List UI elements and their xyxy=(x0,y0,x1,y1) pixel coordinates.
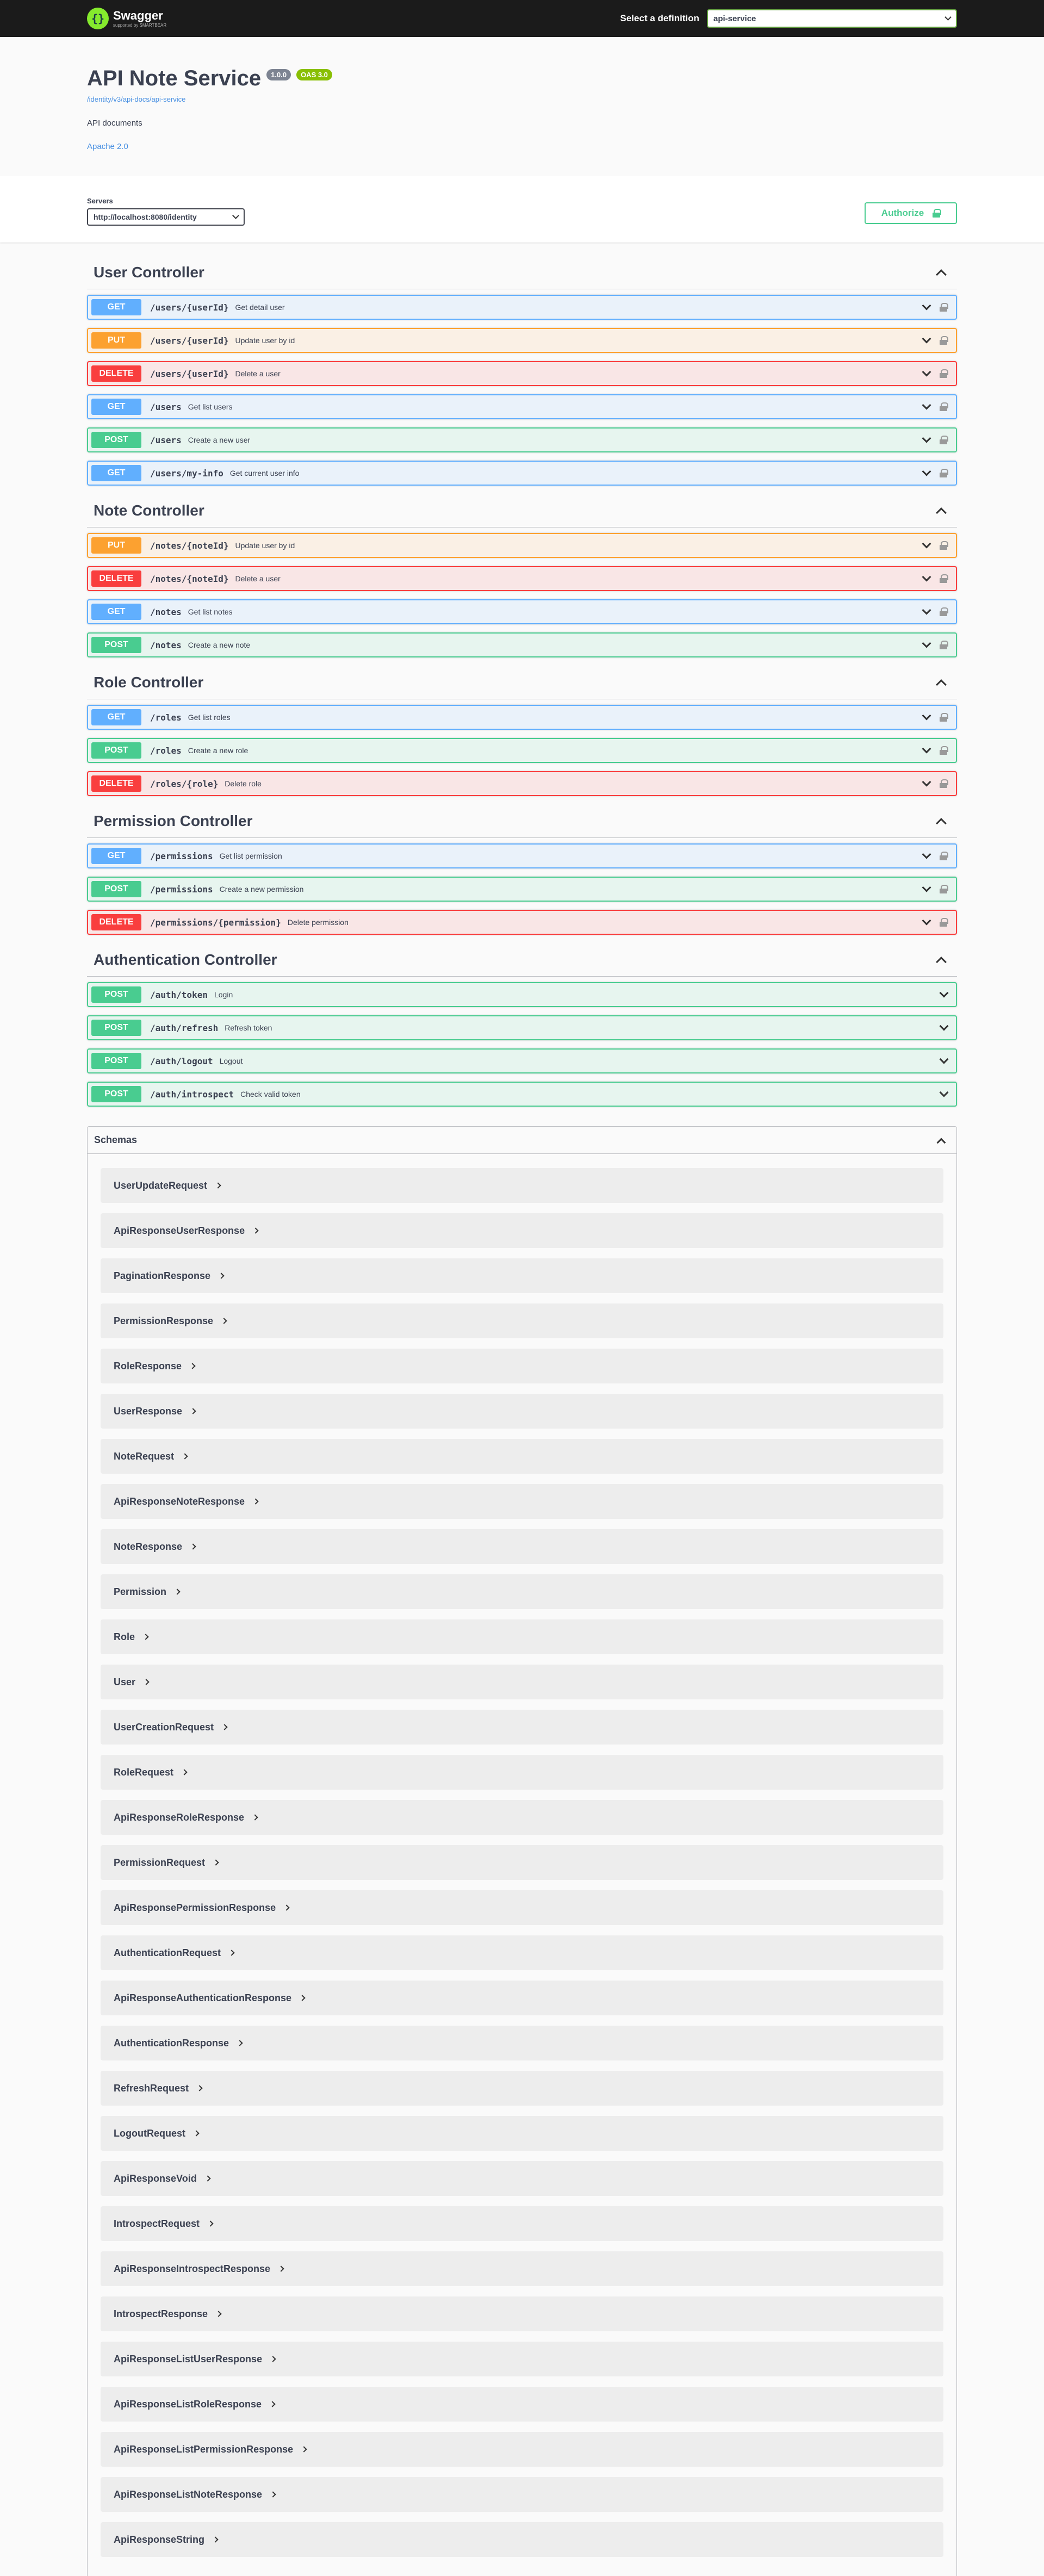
operation-path: /notes xyxy=(150,606,182,617)
topbar xyxy=(0,0,1044,37)
chevron-right-icon xyxy=(174,1588,180,1594)
tag-section xyxy=(87,494,957,657)
logo-sub: supported by SMARTBEAR xyxy=(113,22,167,28)
operation-summary: Get list roles xyxy=(188,713,231,722)
schema-name: ApiResponseListPermissionResponse xyxy=(114,2443,294,2455)
operation-row[interactable] xyxy=(87,394,957,419)
definition-select-group xyxy=(620,9,957,28)
schema-name: UserCreationRequest xyxy=(114,1721,214,1733)
chevron-down-icon[interactable] xyxy=(940,1021,949,1031)
lock-icon[interactable] xyxy=(940,885,947,893)
chevron-down-icon[interactable] xyxy=(922,916,931,925)
chevron-right-icon xyxy=(215,1182,221,1188)
chevron-down-icon xyxy=(944,14,952,21)
schema-name: ApiResponseIntrospectResponse xyxy=(114,2263,271,2274)
method-badge: DELETE xyxy=(91,570,141,587)
schema-item[interactable] xyxy=(101,1484,943,1519)
schema-item[interactable] xyxy=(101,2432,943,2467)
chevron-right-icon xyxy=(283,1904,289,1910)
schema-name: ApiResponseUserResponse xyxy=(114,1225,245,1236)
chevron-right-icon xyxy=(299,1995,305,2001)
schema-item[interactable] xyxy=(101,2116,943,2151)
api-docs-link[interactable]: /identity/v3/api-docs/api-service xyxy=(87,95,186,103)
chevron-down-icon[interactable] xyxy=(922,539,931,548)
schema-item[interactable] xyxy=(101,1845,943,1880)
method-badge: PUT xyxy=(91,332,141,349)
chevron-right-icon xyxy=(218,1273,224,1278)
lock-icon[interactable] xyxy=(940,607,947,616)
schemas-header[interactable] xyxy=(88,1127,956,1154)
lock-icon[interactable] xyxy=(940,469,947,477)
operation-row[interactable] xyxy=(87,877,957,902)
operation-row[interactable] xyxy=(87,461,957,486)
authorize-button[interactable] xyxy=(865,202,957,224)
lock-icon[interactable] xyxy=(940,641,947,649)
schema-name: ApiResponseNoteResponse xyxy=(114,1495,245,1507)
chevron-right-icon xyxy=(207,2220,213,2226)
operation-summary: Delete role xyxy=(225,779,262,788)
schema-item[interactable] xyxy=(101,1619,943,1654)
tag-title: Note Controller xyxy=(94,501,204,519)
operation-row[interactable] xyxy=(87,1048,957,1073)
operation-path: /users/my-info xyxy=(150,468,223,479)
method-badge: POST xyxy=(91,637,141,653)
schema-name: NoteRequest xyxy=(114,1450,175,1462)
schema-item[interactable] xyxy=(101,1394,943,1429)
tag-title: User Controller xyxy=(94,263,204,281)
lock-icon[interactable] xyxy=(940,918,947,927)
logo-name: Swagger xyxy=(113,8,163,22)
schema-item[interactable] xyxy=(101,2071,943,2106)
method-badge: POST xyxy=(91,1020,141,1036)
method-badge: PUT xyxy=(91,537,141,554)
chevron-down-icon[interactable] xyxy=(940,1054,949,1064)
method-badge: GET xyxy=(91,604,141,620)
chevron-right-icon xyxy=(270,2491,276,2497)
schema-item[interactable] xyxy=(101,1755,943,1790)
tag-header[interactable] xyxy=(87,804,957,838)
schema-item[interactable] xyxy=(101,2522,943,2557)
schema-name: PermissionRequest xyxy=(114,1857,206,1868)
operation-summary: Login xyxy=(214,990,233,999)
method-badge: GET xyxy=(91,299,141,315)
swagger-logo[interactable] xyxy=(87,8,166,29)
schema-name: ApiResponseString xyxy=(114,2534,205,2545)
operation-path: /auth/introspect xyxy=(150,1089,234,1100)
chevron-up-icon xyxy=(937,1138,946,1147)
schema-name: ApiResponsePermissionResponse xyxy=(114,1902,276,1913)
chevron-down-icon[interactable] xyxy=(922,467,931,476)
definition-select-value: api-service xyxy=(713,14,756,23)
schema-name: User xyxy=(114,1676,136,1687)
schema-name: ApiResponseAuthenticationResponse xyxy=(114,1992,292,2003)
chevron-down-icon[interactable] xyxy=(922,572,931,581)
api-description: API documents xyxy=(87,119,142,128)
operation-row[interactable] xyxy=(87,533,957,558)
lock-icon[interactable] xyxy=(940,541,947,550)
tag-section xyxy=(87,666,957,796)
chevron-down-icon[interactable] xyxy=(922,883,931,892)
method-badge: POST xyxy=(91,881,141,897)
chevron-right-icon xyxy=(189,1363,195,1369)
method-badge: GET xyxy=(91,465,141,481)
operation-path: /notes xyxy=(150,640,182,650)
tag-title: Permission Controller xyxy=(94,812,253,829)
lock-icon[interactable] xyxy=(940,336,947,345)
operation-summary: Create a new user xyxy=(188,436,251,444)
operation-summary: Update user by id xyxy=(235,541,295,550)
operation-row[interactable] xyxy=(87,361,957,386)
chevron-right-icon xyxy=(196,2085,202,2091)
operation-path: /users/{userId} xyxy=(150,368,229,379)
schema-item[interactable] xyxy=(101,1303,943,1338)
swagger-logo-icon: {} xyxy=(87,8,109,29)
chevron-up-icon xyxy=(936,269,947,280)
schema-item[interactable] xyxy=(101,1529,943,1564)
schema-item[interactable] xyxy=(101,1213,943,1248)
method-badge: POST xyxy=(91,986,141,1003)
schema-name: ApiResponseVoid xyxy=(114,2172,197,2184)
oas-badge: OAS 3.0 xyxy=(296,69,332,80)
operation-summary: Check valid token xyxy=(240,1090,301,1098)
chevron-down-icon[interactable] xyxy=(922,849,931,859)
schema-item[interactable] xyxy=(101,1710,943,1745)
license-link[interactable]: Apache 2.0 xyxy=(87,142,128,151)
tag-header[interactable] xyxy=(87,256,957,289)
schema-item[interactable] xyxy=(101,2026,943,2060)
operation-summary: Create a new role xyxy=(188,746,248,755)
chevron-right-icon xyxy=(221,1724,227,1730)
operation-path: /roles xyxy=(150,745,182,756)
chevron-down-icon xyxy=(232,212,239,219)
chevron-down-icon[interactable] xyxy=(922,367,931,376)
chevron-down-icon[interactable] xyxy=(922,711,931,720)
schema-name: PaginationResponse xyxy=(114,1270,211,1281)
schema-name: RoleRequest xyxy=(114,1766,174,1778)
lock-icon[interactable] xyxy=(940,779,947,788)
scheme-container xyxy=(0,176,1044,243)
method-badge: POST xyxy=(91,432,141,448)
method-badge: POST xyxy=(91,1086,141,1102)
operation-path: /roles/{role} xyxy=(150,778,219,789)
operation-summary: Get current user info xyxy=(229,469,300,477)
lock-icon[interactable] xyxy=(940,746,947,755)
schema-item[interactable] xyxy=(101,1935,943,1970)
operation-row[interactable] xyxy=(87,566,957,591)
operation-path: /users/{userId} xyxy=(150,302,229,313)
chevron-right-icon xyxy=(142,1634,148,1640)
operation-summary: Create a new permission xyxy=(219,885,304,893)
operation-summary: Get list permission xyxy=(219,852,282,860)
chevron-right-icon xyxy=(252,1498,258,1504)
schema-name: Role xyxy=(114,1631,135,1642)
operation-summary: Get detail user xyxy=(235,303,285,312)
operation-summary: Logout xyxy=(219,1057,243,1065)
chevron-right-icon xyxy=(237,2040,243,2046)
method-badge: GET xyxy=(91,709,141,725)
method-badge: DELETE xyxy=(91,365,141,382)
method-badge: POST xyxy=(91,1053,141,1069)
tag-section xyxy=(87,943,957,1107)
operation-summary: Refresh token xyxy=(225,1023,272,1032)
schema-item[interactable] xyxy=(101,2342,943,2376)
chevron-down-icon[interactable] xyxy=(922,334,931,343)
chevron-down-icon[interactable] xyxy=(922,638,931,648)
operation-summary: Delete permission xyxy=(287,918,349,927)
operation-row[interactable] xyxy=(87,738,957,763)
schema-name: RoleResponse xyxy=(114,1360,182,1371)
chevron-down-icon[interactable] xyxy=(922,744,931,753)
method-badge: GET xyxy=(91,399,141,415)
lock-icon[interactable] xyxy=(940,852,947,860)
schema-item[interactable] xyxy=(101,2161,943,2196)
chevron-down-icon[interactable] xyxy=(922,400,931,409)
schema-item[interactable] xyxy=(101,1800,943,1835)
schema-item[interactable] xyxy=(101,2251,943,2286)
chevron-up-icon xyxy=(936,507,947,518)
schema-name: ApiResponseListUserResponse xyxy=(114,2353,263,2364)
version-badge: 1.0.0 xyxy=(266,69,291,80)
chevron-right-icon xyxy=(252,1227,258,1233)
schema-name: LogoutRequest xyxy=(114,2127,185,2139)
schema-name: NoteResponse xyxy=(114,1541,183,1552)
schema-name: UserUpdateRequest xyxy=(114,1180,208,1191)
chevron-right-icon xyxy=(301,2446,307,2452)
schema-name: AuthenticationResponse xyxy=(114,2037,229,2049)
chevron-down-icon[interactable] xyxy=(940,1088,949,1097)
operation-row[interactable] xyxy=(87,771,957,796)
operation-path: /permissions/{permission} xyxy=(150,917,281,928)
tag-title: Authentication Controller xyxy=(94,951,277,968)
lock-icon[interactable] xyxy=(940,303,947,312)
lock-icon[interactable] xyxy=(940,369,947,378)
schema-item[interactable] xyxy=(101,1439,943,1474)
operation-path: /notes/{noteId} xyxy=(150,573,229,584)
operation-row[interactable] xyxy=(87,1015,957,1040)
page-title: API Note Service xyxy=(87,66,262,90)
schema-name: ApiResponseListRoleResponse xyxy=(114,2398,262,2410)
chevron-down-icon[interactable] xyxy=(922,777,931,786)
schema-name: ApiResponseRoleResponse xyxy=(114,1811,245,1823)
operation-summary: Delete a user xyxy=(235,574,281,583)
chevron-right-icon xyxy=(212,2536,218,2542)
schema-name: PermissionResponse xyxy=(114,1315,214,1326)
chevron-right-icon xyxy=(182,1453,188,1459)
chevron-right-icon xyxy=(143,1679,149,1685)
tag-section xyxy=(87,804,957,935)
lock-icon xyxy=(933,209,940,218)
tag-title: Role Controller xyxy=(94,673,204,691)
operations-wrapper xyxy=(0,243,1044,2576)
operation-path: /roles xyxy=(150,712,182,723)
schema-name: IntrospectRequest xyxy=(114,2218,200,2229)
chevron-right-icon xyxy=(190,1408,196,1414)
definition-select[interactable] xyxy=(707,9,957,28)
method-badge: DELETE xyxy=(91,775,141,792)
lock-icon[interactable] xyxy=(940,713,947,722)
chevron-right-icon xyxy=(252,1814,258,1820)
chevron-up-icon xyxy=(936,679,947,690)
schema-item[interactable] xyxy=(101,1258,943,1293)
tag-header[interactable] xyxy=(87,494,957,527)
operation-path: /auth/refresh xyxy=(150,1022,219,1033)
operation-row[interactable] xyxy=(87,1082,957,1107)
lock-icon[interactable] xyxy=(940,574,947,583)
authorize-label: Authorize xyxy=(881,208,924,218)
schema-item[interactable] xyxy=(101,1349,943,1383)
info-section xyxy=(0,37,1044,176)
operation-path: /users xyxy=(150,434,182,445)
server-select-value: http://localhost:8080/identity xyxy=(94,213,197,221)
operation-path: /auth/logout xyxy=(150,1056,213,1066)
schema-name: IntrospectResponse xyxy=(114,2308,208,2319)
chevron-right-icon xyxy=(269,2401,275,2407)
schema-item[interactable] xyxy=(101,1890,943,1925)
operation-summary: Update user by id xyxy=(235,336,295,345)
operation-row[interactable] xyxy=(87,705,957,730)
chevron-down-icon[interactable] xyxy=(922,301,931,310)
definition-label: Select a definition xyxy=(620,13,699,23)
operation-summary: Create a new note xyxy=(188,641,251,649)
chevron-up-icon xyxy=(936,818,947,829)
method-badge: POST xyxy=(91,742,141,759)
operation-row[interactable] xyxy=(87,328,957,353)
operation-path: /users xyxy=(150,401,182,412)
chevron-right-icon xyxy=(228,1950,234,1956)
chevron-right-icon xyxy=(278,2265,284,2271)
operation-row[interactable] xyxy=(87,599,957,624)
chevron-down-icon[interactable] xyxy=(940,988,949,997)
operation-row[interactable] xyxy=(87,910,957,935)
schema-name: UserResponse xyxy=(114,1405,183,1417)
operation-summary: Get list users xyxy=(188,402,233,411)
tag-section xyxy=(87,256,957,486)
lock-icon[interactable] xyxy=(940,436,947,444)
chevron-right-icon xyxy=(204,2175,210,2181)
servers-label: Servers xyxy=(87,197,113,205)
schema-item[interactable] xyxy=(101,2296,943,2331)
schemas-title: Schemas xyxy=(94,1134,138,1145)
schema-item[interactable] xyxy=(101,2387,943,2422)
operation-row[interactable] xyxy=(87,632,957,657)
operation-row[interactable] xyxy=(87,982,957,1007)
method-badge: GET xyxy=(91,848,141,864)
chevron-right-icon xyxy=(193,2130,199,2136)
operation-row[interactable] xyxy=(87,427,957,452)
server-select[interactable] xyxy=(87,208,245,226)
operation-path: /notes/{noteId} xyxy=(150,540,229,551)
schema-item[interactable] xyxy=(101,1168,943,1203)
operation-path: /permissions xyxy=(150,851,213,861)
schema-name: AuthenticationRequest xyxy=(114,1947,221,1958)
schema-item[interactable] xyxy=(101,1665,943,1699)
operation-path: /users/{userId} xyxy=(150,335,229,346)
operation-summary: Delete a user xyxy=(235,369,281,378)
schema-item[interactable] xyxy=(101,1981,943,2015)
operation-row[interactable] xyxy=(87,295,957,320)
schema-item[interactable] xyxy=(101,1574,943,1609)
operation-path: /auth/token xyxy=(150,989,208,1000)
tag-header[interactable] xyxy=(87,943,957,977)
lock-icon[interactable] xyxy=(940,402,947,411)
schema-item[interactable] xyxy=(101,2477,943,2512)
schema-name: ApiResponseListNoteResponse xyxy=(114,2488,263,2500)
schemas-section xyxy=(87,1126,957,2576)
chevron-right-icon xyxy=(213,1859,219,1865)
chevron-right-icon xyxy=(221,1318,227,1324)
chevron-up-icon xyxy=(936,957,947,967)
chevron-down-icon[interactable] xyxy=(922,605,931,614)
operation-summary: Get list notes xyxy=(188,607,233,616)
method-badge: DELETE xyxy=(91,914,141,930)
schema-name: RefreshRequest xyxy=(114,2082,189,2094)
tag-header[interactable] xyxy=(87,666,957,699)
operation-path: /permissions xyxy=(150,884,213,895)
chevron-down-icon[interactable] xyxy=(922,433,931,443)
chevron-right-icon xyxy=(270,2356,276,2362)
schema-name: Permission xyxy=(114,1586,167,1597)
schema-item[interactable] xyxy=(101,2206,943,2241)
operation-row[interactable] xyxy=(87,843,957,868)
chevron-right-icon xyxy=(181,1769,187,1775)
chevron-right-icon xyxy=(190,1543,196,1549)
chevron-right-icon xyxy=(215,2311,221,2317)
